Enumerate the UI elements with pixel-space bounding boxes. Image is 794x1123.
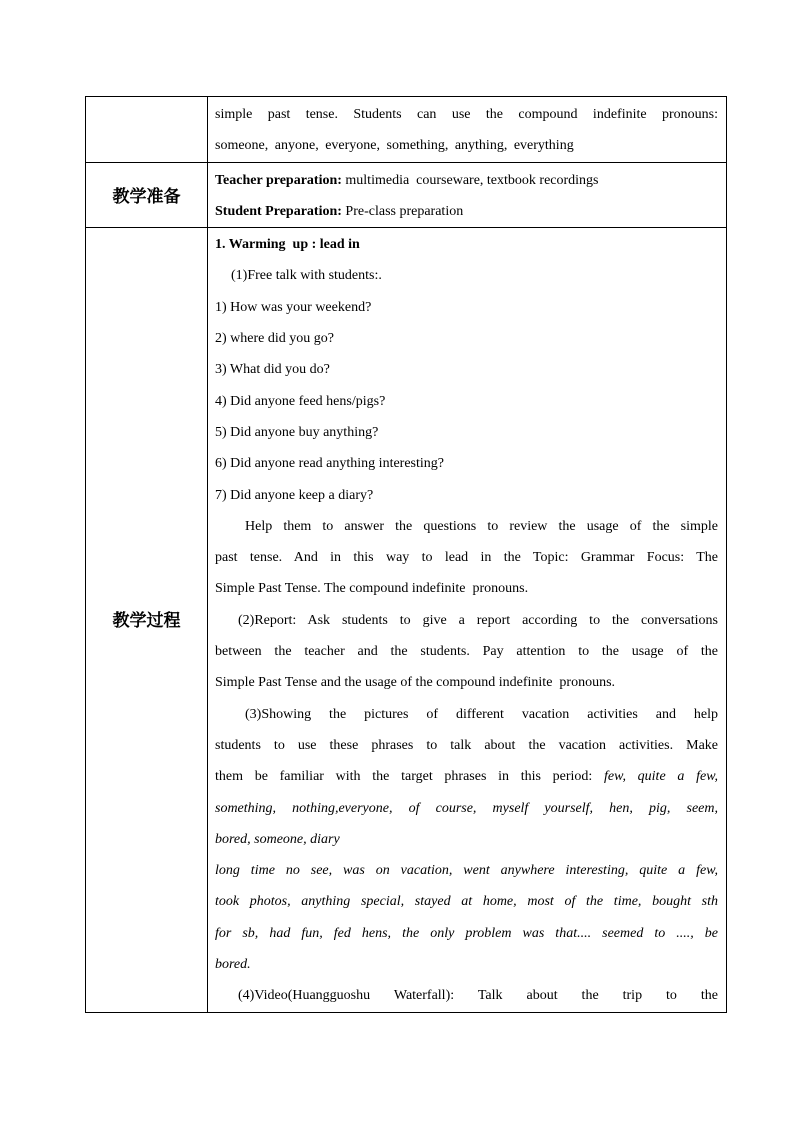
row-label-preparation: [86, 162, 208, 228]
teacher-preparation-text: multimedia courseware, textbook recordings: [341, 172, 599, 188]
question-item: 7) Did anyone keep a diary?: [215, 487, 374, 503]
teacher-preparation-line: [215, 163, 718, 196]
table-row-objectives-continued: [86, 97, 727, 163]
student-preparation-line: [215, 196, 718, 227]
showing-line-3: [215, 761, 718, 792]
lesson-plan-page: [85, 96, 718, 1013]
help-line-1: Help them to answer the questions to review the usage of the simple: [245, 518, 718, 534]
free-talk-line: (1)Free talk with students:.: [231, 268, 382, 284]
question-item: 1) How was your weekend?: [215, 299, 372, 315]
table-row-preparation: [86, 162, 727, 228]
phrase-line-4: took photos, anything special, stayed at home, most of the time, bought sth: [215, 894, 718, 910]
phrase-line-5: for sb, had fun, fed hens, the only problem was that.... seemed to ...., be: [215, 925, 718, 941]
process-label: 教学过程: [112, 611, 181, 632]
row-label-empty: [86, 97, 208, 163]
showing-line-3-phrases: few, quite a few,: [604, 769, 718, 785]
video-line: (4)Video(Huangguoshu Waterfall): Talk about the trip to the: [238, 988, 718, 1004]
teacher-preparation-label: Teacher preparation:: [215, 172, 342, 188]
question-item: 5) Did anyone buy anything?: [215, 424, 379, 440]
preparation-content: [208, 162, 727, 228]
showing-line-1: (3)Showing the pictures of different vacation activities and help: [245, 706, 718, 722]
report-line-3: Simple Past Tense and the usage of the compound indefinite pronouns.: [215, 675, 616, 691]
question-item: 6) Did anyone read anything interesting?: [215, 456, 444, 472]
lesson-plan-table: [85, 96, 727, 1013]
report-line-1: (2)Report: Ask students to give a report according to the conversations: [238, 612, 718, 628]
objectives-line-2: someone, anyone, everyone, something, anything, everything: [215, 138, 574, 154]
row-label-process: [86, 228, 208, 1012]
question-item: 3) What did you do?: [215, 362, 330, 378]
help-line-2: past tense. And in this way to lead in the Topic: Grammar Focus: The: [215, 550, 718, 566]
objectives-line-1: simple past tense. Students can use the compound indefinite pronouns:: [215, 107, 718, 122]
report-line-2: between the teacher and the students. Pay attention to the usage of the: [215, 644, 718, 660]
showing-line-2: students to use these phrases to talk about the vacation activities. Make: [215, 737, 718, 753]
phrase-line-2: bored, someone, diary: [215, 831, 340, 847]
objectives-content: [208, 97, 727, 163]
preparation-label: 教学准备: [112, 187, 181, 208]
warming-up-heading: 1. Warming up : lead in: [215, 237, 360, 253]
phrase-line-3: long time no see, was on vacation, went anywhere interesting, quite a few,: [215, 863, 718, 879]
process-content: [208, 228, 727, 1012]
table-row-process: [86, 228, 727, 1012]
help-line-3: Simple Past Tense. The compound indefinite pronouns.: [215, 581, 529, 597]
question-item: 4) Did anyone feed hens/pigs?: [215, 393, 386, 409]
student-preparation-label: Student Preparation:: [215, 203, 342, 219]
question-item: 2) where did you go?: [215, 331, 334, 347]
student-preparation-text: Pre-class preparation: [341, 203, 464, 219]
showing-line-3-text: them be familiar with the target phrases in this period:: [215, 769, 605, 785]
phrase-line-1: something, nothing,everyone, of course, myself yourself, hen, pig, seem,: [215, 800, 718, 816]
phrase-line-6: bored.: [215, 957, 251, 973]
